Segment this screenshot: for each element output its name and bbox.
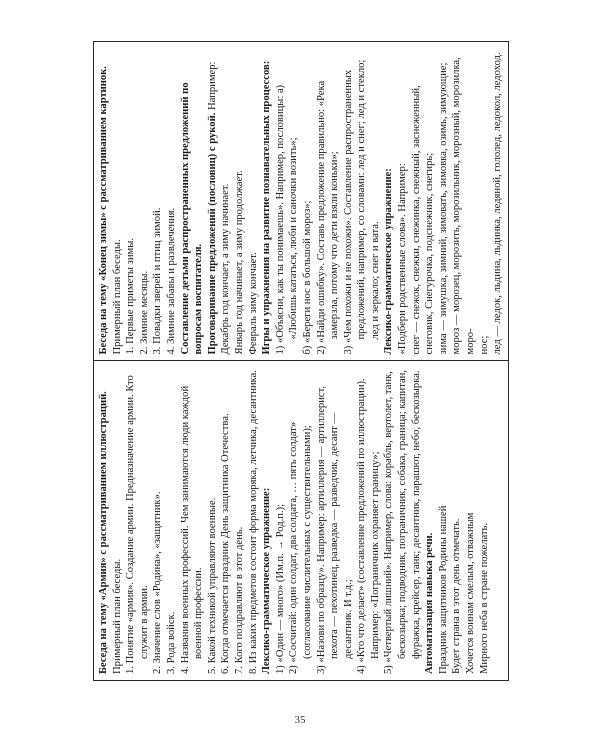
text-line: зима — зимушка, зимний, зимовать, зимовка, озимь, зимующие; (437, 62, 449, 355)
list-item: 2) «Сосчитай: один солдат, два солдата, … пять солдат» (согласование числительных с существительными); (288, 421, 313, 674)
text-line: лед — ледок, льдина, льдинка, ледяной, гололед, ледокол, ледоход. (492, 52, 504, 355)
mixed-rest-part: Например: (206, 61, 218, 113)
text-line: Примерный план беседы. (111, 239, 123, 355)
list-item: 3) «Чем похожи и не похожи». Составление распространенных предложений, например, со словами: лед и снег; лед и стекло; лед и зеркало; снег и вата. (342, 59, 381, 355)
list-item: 2. Зимние месяцы. (138, 270, 150, 355)
left-column-army (94, 361, 509, 681)
list-item: 8. Из каких предметов состоит форма моряка, летчика, десантника. (247, 370, 259, 674)
text-line: Будет страна в этот день отмечать. (451, 518, 463, 674)
text-line: мороз — морозец, морозить, морозильник, морозный, морозилка, моро- (451, 57, 477, 355)
list-item: 1) «Один — много» (Им.п. → Род.п.); (274, 503, 286, 674)
section-heading: Лексико-грамматическое упражнение: (383, 168, 395, 355)
list-item: 2. Значение слов «Родина», «защитник». (152, 491, 164, 674)
section-heading: Игры и упражнения на развитие познавательных процессов: (261, 60, 273, 355)
right-column-winter (94, 42, 509, 362)
list-item: 4) «Кто что делает» (составление предложений по иллюстрации). Например: «Пограничник охраняет границу»; (356, 378, 381, 674)
list-item: 3) «Назови по образцу». Например: артиллерия — артиллерист, пехота — пехотинец, разведка — разведчик, десант — десантник. И т.д.; (315, 385, 354, 674)
list-item: 2) «Найди ошибку». Составь предложение правильно: «Река замерзла, потому что дети взяли коньки»; (315, 80, 341, 355)
list-item: 1. Понятие «армия». Создание армии. Предназначение армии. Кто служит в армии. (125, 375, 150, 674)
list-item: 5) «Четвертый лишний». Например, слова: корабль, вертолет, танк, бескозырка; подводник, пограничник, собака, граница; капитан, фуражка, крейсер, танк; десантник, парашют, небо, бескозырка. (383, 370, 422, 674)
section-heading: Беседа на тему «Армия» с рассматриванием иллюстраций. (98, 391, 109, 674)
text-line: снег — снежок, снежки, снежинка, снежный, заснеженный, снеговик, Снегурочка, подснежник, снегирь; (410, 85, 436, 355)
text-line: Январь год начинает, а зиму продолжает. (233, 170, 245, 355)
text-line: Февраль зиму кончает. (247, 252, 259, 355)
list-item: 5. Какой техникой управляют военные. (206, 497, 218, 674)
text-line: Мирного неба в стране пожелать. (478, 522, 490, 674)
section-heading: Автоматизация навыка речи. (424, 532, 436, 674)
list-item: 4. Зимние забавы и развлечения. (165, 207, 177, 355)
rotated-table-container (93, 41, 505, 681)
list-item: 3. Рода войск. (165, 611, 177, 674)
list-item: 3. Повадки зверей и птиц зимой. (152, 207, 164, 355)
list-item: 7. Кого поздравляют в этот день. (233, 526, 245, 674)
mixed-bold-part: Проговаривание предложений (пословиц) с рукой. (206, 112, 218, 355)
text-line: Примерный план беседы. (111, 558, 123, 674)
lesson-table (93, 41, 509, 681)
page-number: 35 (294, 714, 306, 726)
list-item: б) «Береги нос в большой мороз»; (301, 200, 313, 355)
text-line: Праздник защитников Родины нашей (437, 505, 449, 674)
list-item: 1) «Объясни, как ты понимаешь». Например, пословицы: а) «Любишь кататься, люби и саночки возить»; (274, 84, 300, 355)
text-line: «Подбери родственные слова». Например: (397, 163, 409, 355)
mixed-paragraph (206, 48, 220, 355)
text-line: нос; (478, 335, 490, 355)
text-line: Декабрь год кончает, а зиму начинает. (220, 183, 232, 355)
section-heading: Лексико-грамматическое упражнение: (261, 487, 273, 674)
list-item: 6. Когда отмечается праздник День защитника Отечества. (220, 413, 232, 674)
section-heading: Беседа на тему «Конец зимы» с рассматриванием картинок. (98, 66, 109, 355)
section-heading: Составление детьми распространенных предложений по вопросам воспитателя. (179, 82, 205, 355)
list-item: 1. Первые приметы зимы. (125, 238, 137, 355)
list-item: 4. Названия военных профессий. Чем занимаются люди каждой военной профессии. (179, 385, 205, 674)
text-line: Хочется воинам смелым, отважным (465, 512, 477, 674)
table-row (94, 42, 509, 681)
